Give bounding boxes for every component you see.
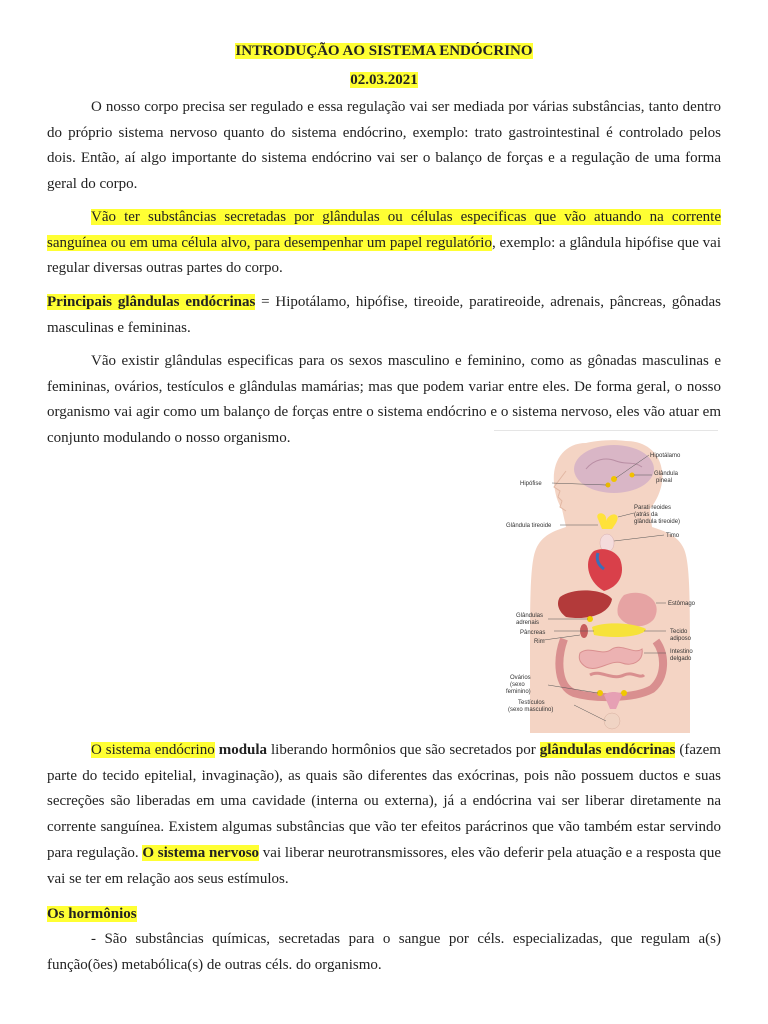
- document-date: [0, 71, 768, 89]
- label-estomago: Estômago: [668, 601, 696, 607]
- hypothalamus-shape: [611, 476, 617, 482]
- testis-shape: [604, 713, 620, 729]
- heading-hormones-text: Os hormônios: [47, 906, 137, 922]
- paragraph-substances: [47, 205, 721, 282]
- paragraph-intro: [47, 95, 721, 198]
- label-ovarios-2: (sexo: [510, 682, 525, 688]
- endocrine-text-2: (fazem parte do tecido epitelial, invaginação), as quais são diferentes das exócrinas, pois não possuem ductos e suas secreções são liberadas em uma cavidade (interna ou externa), já a endócrina vai ser liberar diretamente na corrente sanguínea. Existem algumas substâncias que vão ter efeitos parácrinos que vão também estar servindo para regulação.: [47, 742, 721, 861]
- date-text: 02.03.2021: [350, 72, 418, 88]
- paragraph-endocrine-system: [47, 738, 721, 892]
- paragraph-gonads-text: Vão existir glândulas especificas para os sexos masculino e feminino, como as gônadas masculinas e femininas, ovários, testículos e glândulas mamárias; mas que podem variar entre eles. De forma geral, o nosso organismo vai agir como um balanço de forças entre o sistema endócrino e o sistema nervoso, eles vão atuar em conjunto modulando o nosso organismo.: [47, 353, 721, 447]
- label-pancreas: Pâncreas: [520, 630, 546, 636]
- label-intestino-1: Intestino: [670, 649, 693, 655]
- label-tireoide: Glândula tireoide: [506, 523, 552, 529]
- document-title: [0, 42, 768, 60]
- paragraph-substances-highlight: Vão ter substâncias secretadas por glândulas ou células especificas que vão atuando na corrente sanguínea ou em uma célula alvo, para desempenhar um papel regulatório: [47, 209, 721, 251]
- label-ovarios-3: feminino): [506, 689, 531, 695]
- label-adrenais-1: Glândulas: [516, 613, 544, 619]
- endocrine-body-diagram: [494, 431, 718, 733]
- endocrine-system-figure: [494, 430, 718, 733]
- pineal-shape: [630, 473, 635, 478]
- label-tecido-2: adiposo: [670, 636, 692, 642]
- label-paratireoides-2: (atrás da: [634, 512, 658, 518]
- endocrine-glands-highlight: glândulas endócrinas: [539, 742, 676, 758]
- endocrine-text-end: vai liberar neurotransmissores, eles vão deferir pela atuação e a resposta que vai se ter em relação aos seus estímulos.: [47, 844, 721, 887]
- label-testiculos-1: Testículos: [518, 700, 545, 706]
- label-pineal-1: Glândula: [654, 471, 679, 477]
- paragraph-hormones-text: - São substâncias químicas, secretadas para o sangue por céls. especializadas, que regulam a(s) função(ões) metabólica(s) de outras céls. do organismo.: [47, 931, 721, 973]
- endocrine-text-1: liberando hormônios que são secretados por: [267, 742, 540, 758]
- paragraph-main-glands: [47, 290, 721, 341]
- label-tecido-1: Tecido: [670, 629, 688, 635]
- label-paratireoides-3: glândula tireoide): [634, 519, 681, 525]
- nervous-system-highlight: O sistema nervoso: [142, 844, 260, 861]
- section-heading-hormones: [47, 904, 137, 924]
- title-text: INTRODUÇÃO AO SISTEMA ENDÓCRINO: [235, 43, 533, 59]
- main-glands-list: = Hipotálamo, hipófise, tireoide, paratireoide, adrenais, pâncreas, gônadas masculinas e femininas.: [47, 294, 721, 336]
- label-rim: Rim: [534, 639, 545, 645]
- label-testiculos-2: (sexo masculino): [508, 707, 554, 713]
- main-glands-label: Principais glândulas endócrinas: [47, 294, 256, 310]
- label-hipofise: Hipófise: [520, 481, 542, 487]
- pituitary-shape: [606, 483, 611, 488]
- label-adrenais-2: adrenais: [516, 620, 540, 626]
- stomach-shape: [617, 593, 656, 627]
- label-pineal-2: pineal: [656, 478, 673, 484]
- paragraph-substances-rest: , exemplo: a glândula hipófise que vai regular diversas outras partes do corpo.: [47, 234, 721, 277]
- paragraph-intro-text: O nosso corpo precisa ser regulado e essa regulação vai ser mediada por várias substâncias, tanto dentro do próprio sistema nervoso quanto do sistema endócrino, exemplo: trato gastrointestinal é controlado pelos dois. Então, aí algo importante do sistema endócrino vai ser o balanço de forças e a regulação de uma forma geral do corpo.: [47, 99, 721, 193]
- label-paratireoides-1: Parati reoides: [634, 505, 672, 511]
- label-intestino-2: delgado: [670, 656, 692, 662]
- endocrine-system-highlight: O sistema endócrino: [91, 742, 215, 758]
- label-ovarios-1: Ovários: [510, 675, 531, 681]
- modula-bold: modula: [214, 742, 268, 758]
- paragraph-hormones: [47, 927, 721, 978]
- label-timo: Timo: [666, 533, 680, 539]
- label-hipotalamo: Hipotálamo: [650, 453, 681, 459]
